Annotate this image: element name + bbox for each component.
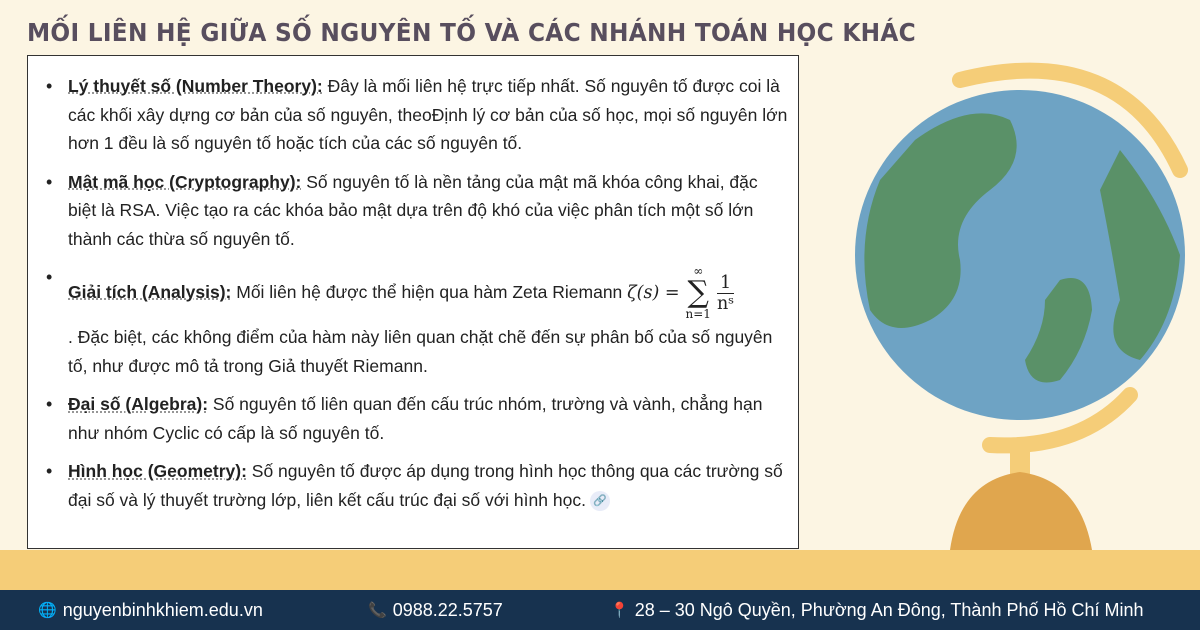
link-icon[interactable]: 🔗: [590, 491, 610, 511]
footer-phone[interactable]: 0988.22.5757: [392, 599, 503, 620]
globe-icon: 🌐: [38, 602, 57, 619]
formula-lhs: ζ(s) =: [627, 282, 680, 303]
frac-den: nˢ: [716, 293, 735, 314]
list-item: [42, 390, 788, 447]
sum-lower: n=1: [685, 307, 711, 322]
list-item: [42, 168, 788, 254]
item-heading[interactable]: Lý thuyết số (Number Theory):: [68, 76, 323, 96]
item-heading[interactable]: Mật mã học (Cryptography):: [68, 171, 302, 192]
item-heading[interactable]: Giải tích (Analysis):: [68, 281, 232, 302]
item-text: Đây là mối liên hệ trực tiếp nhất. Số nguyên tố được coi là các khối xây dựng cơ bản của số nguyên, theoĐịnh lý cơ bản của số học, mọi số nguyên lớn hơn 1 đều là số nguyên tố hoặc tích của các số nguyên tố.: [68, 76, 788, 153]
footer-website[interactable]: nguyenbinhkhiem.edu.vn: [62, 599, 263, 620]
item-text: Mối liên hệ được thể hiện qua hàm Zeta Riemann: [231, 281, 623, 302]
item-text: Số nguyên tố được áp dụng trong hình học thông qua các trường số đại số và lý thuyết trường lớp, liên kết cấu trúc đại số với hình học.: [68, 461, 783, 510]
list-item: [42, 72, 788, 158]
sum-symbol: ∑: [687, 275, 709, 311]
phone-icon: 📞: [368, 602, 387, 619]
list-item: [42, 457, 788, 514]
frac-num: 1: [717, 273, 734, 294]
item-text: Số nguyên tố là nền tảng của mật mã khóa công khai, đặc biệt là RSA. Việc tạo ra các khóa bảo mật dựa trên độ khó của việc phân tích một số lớn thành các thừa số nguyên tố.: [68, 171, 758, 249]
zeta-formula: [627, 265, 734, 321]
list-item: [42, 263, 788, 380]
page-title: MỐI LIÊN HỆ GIỮA SỐ NGUYÊN TỐ VÀ CÁC NHÁNH TOÁN HỌC KHÁC: [27, 18, 916, 47]
item-heading[interactable]: Đại số (Algebra):: [68, 394, 209, 415]
item-text: . Đặc biệt, các không điểm của hàm này liên quan chặt chẽ đến sự phân bố của số nguyên tố, như được mô tả trong Giả thuyết Riemann.: [68, 327, 773, 376]
footer: [0, 590, 1200, 630]
decorative-band: [0, 550, 1200, 590]
sum-upper: ∞: [693, 264, 704, 278]
item-text: Số nguyên tố liên quan đến cấu trúc nhóm, trường và vành, chẳng hạn như nhóm Cyclic có cấp là số nguyên tố.: [68, 394, 763, 443]
location-icon: 📍: [610, 602, 629, 619]
globe-illustration: [820, 60, 1200, 550]
content-box: [27, 55, 799, 549]
item-heading[interactable]: Hình học (Geometry):: [68, 461, 247, 482]
footer-address: 28 – 30 Ngô Quyền, Phường An Đông, Thành Phố Hồ Chí Minh: [634, 599, 1144, 620]
